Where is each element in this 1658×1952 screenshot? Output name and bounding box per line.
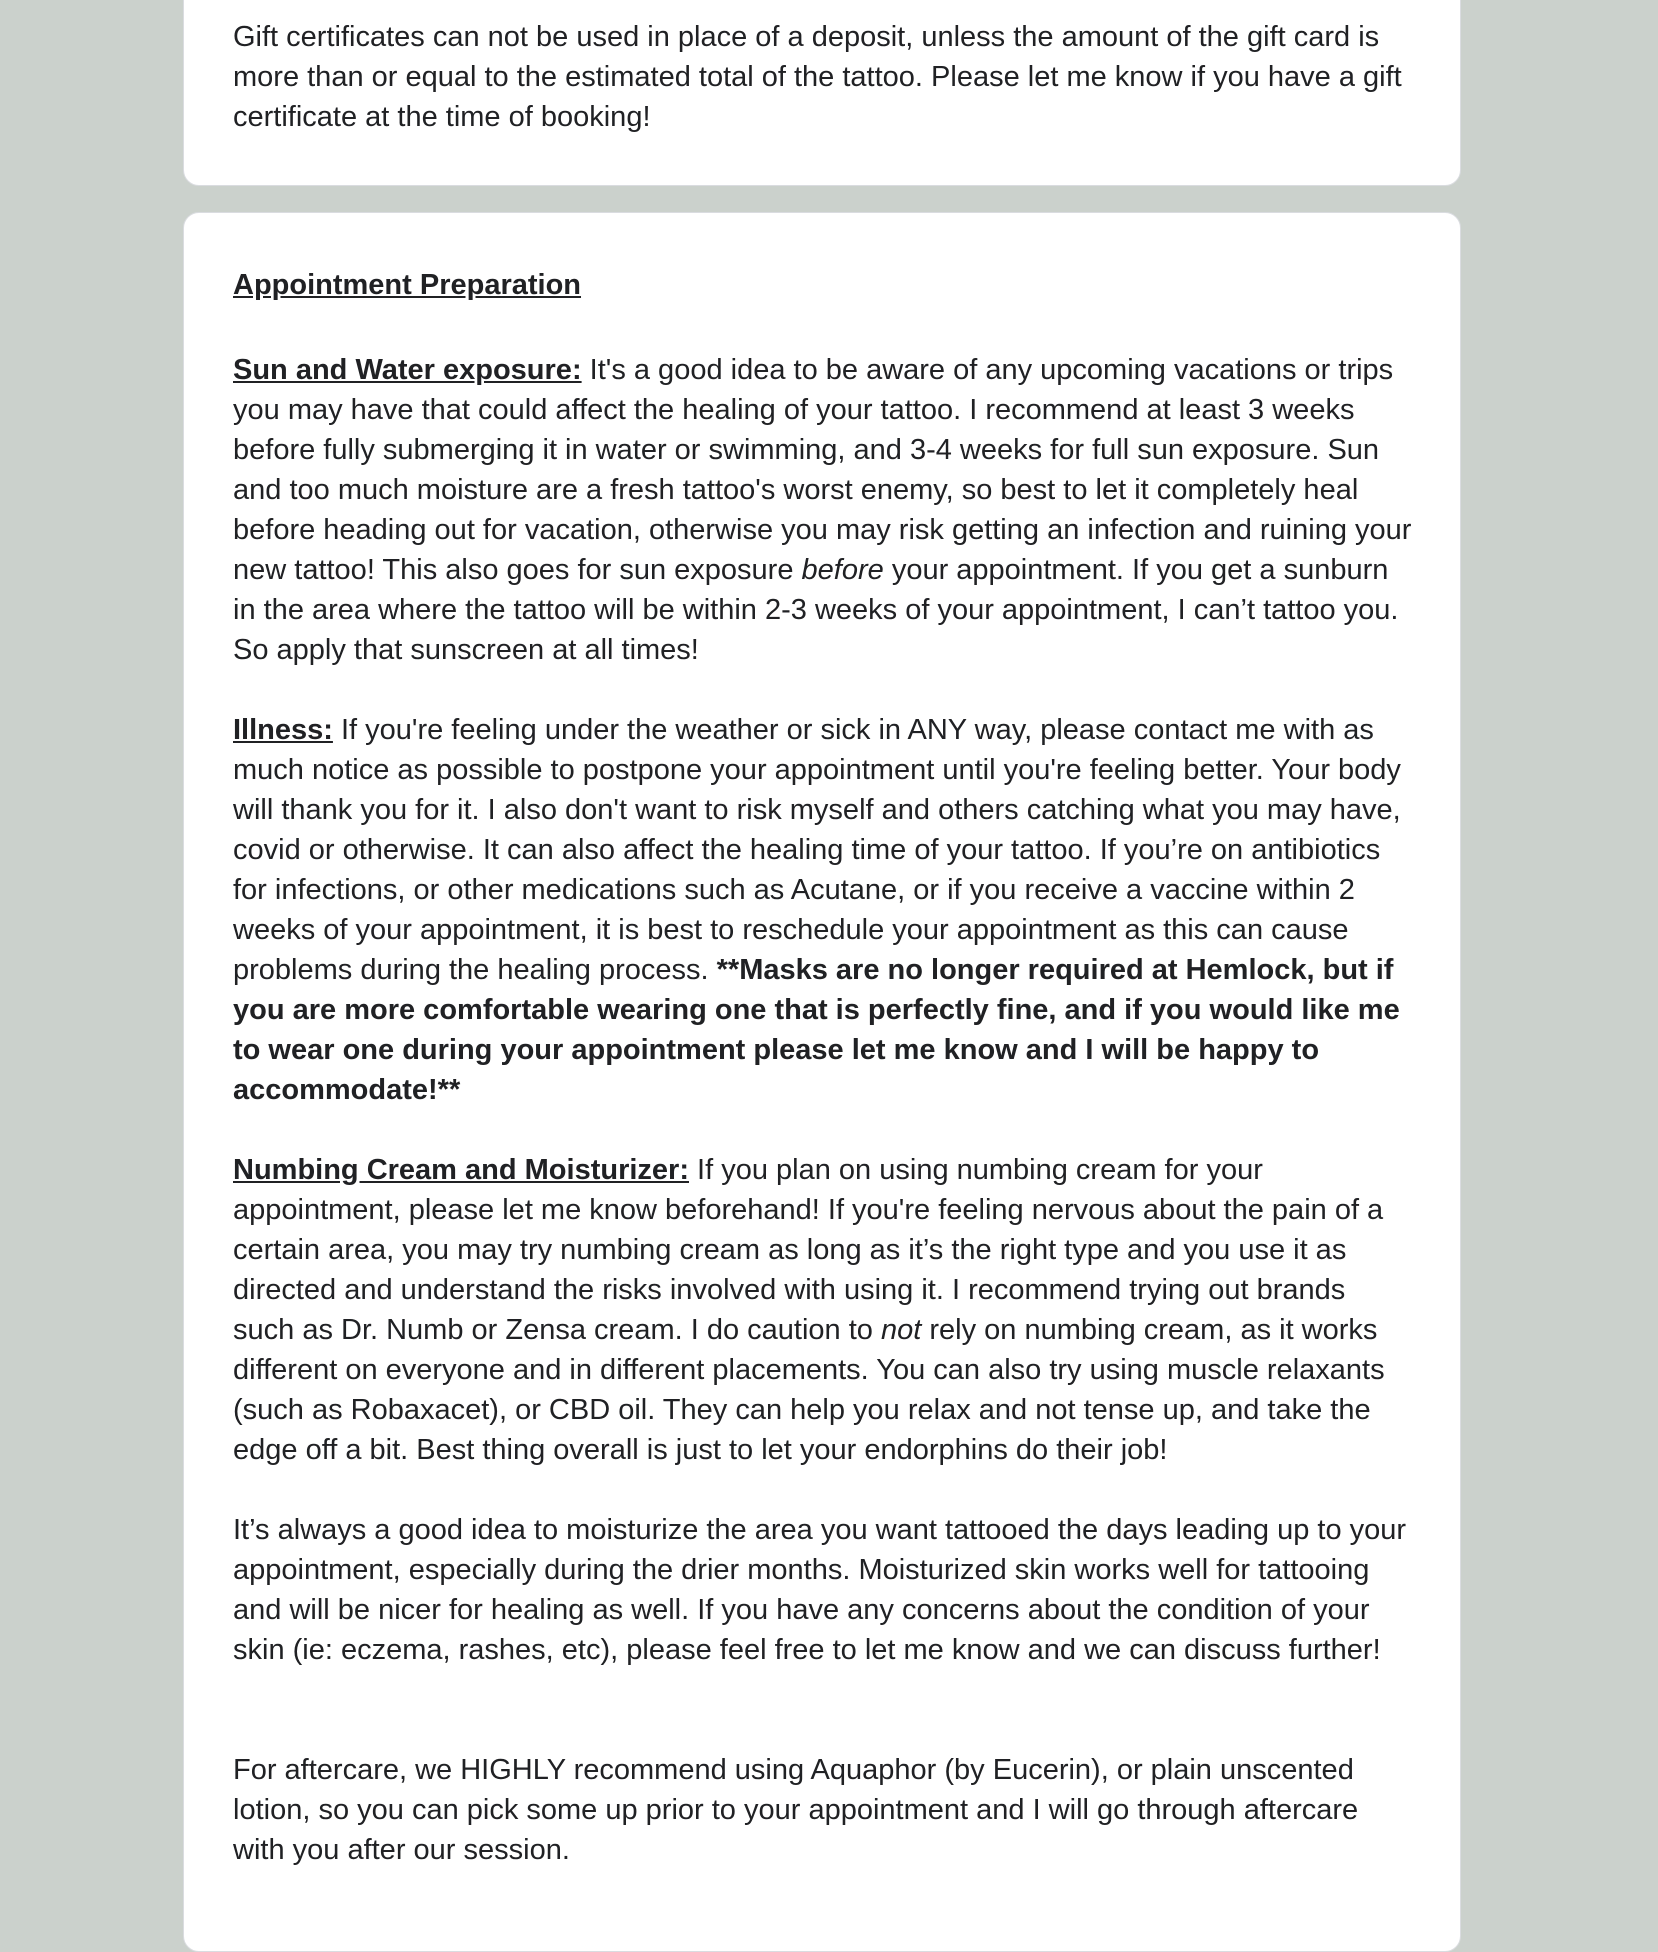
aftercare-paragraph: For aftercare, we HIGHLY recommend using Aquaphor (by Eucerin), or plain unscented lotion, so you can pick some up prior to your appointment and I will go through aftercare with you after our session. (233, 1754, 1359, 1866)
sun-water-text-1: It's a good idea to be aware of any upcoming vacations or trips you may have that could affect the healing of your tattoo. I recommend at least 3 weeks before fully submerging it in water or swimming, and 3-4 weeks for full sun exposure. Sun and too much moisture are a fresh tattoo's worst enemy, so best to let it completely heal before heading out for vacation, otherwise you may risk getting an infection and ruining your new tattoo! This also goes for sun exposure (233, 354, 1412, 586)
sun-water-paragraph (233, 350, 1413, 670)
gift-certificate-card (183, 0, 1461, 186)
sun-water-label: Sun and Water exposure: (233, 354, 582, 386)
section-title: Appointment Preparation (233, 269, 582, 301)
numbing-text-2: rely on numbing cream, as it works different on everyone and in different placements. You can also try using muscle relaxants (such as Robaxacet), or CBD oil. They can help you relax and not tense up, and take the edge off a bit. Best thing overall is just to let your endorphins do their job! (233, 1314, 1385, 1466)
gift-certificate-text: Gift certificates can not be used in place of a deposit, unless the amount of the gift card is more than or equal to the estimated total of the tattoo. Please let me know if you have a gift certificate at the time of booking! (233, 21, 1402, 133)
illness-label: Illness: (233, 714, 333, 746)
numbing-text-1: If you plan on using numbing cream for your appointment, please let me know beforehand! If you're feeling nervous about the pain of a certain area, you may try numbing cream as long as it’s the right type and you use it as directed and understand the risks involved with using it. I recommend trying out brands such as Dr. Numb or Zensa cream. I do caution to (233, 1154, 1384, 1346)
moisturize-paragraph: It’s always a good idea to moisturize the area you want tattooed the days leading up to your appointment, especially during the drier months. Moisturized skin works well for tattooing and will be nicer for healing as well. If you have any concerns about the condition of your skin (ie: eczema, rashes, etc), please feel free to let me know and we can discuss further! (233, 1514, 1407, 1666)
appointment-preparation-card (183, 212, 1461, 1952)
numbing-emphasis: not (880, 1314, 922, 1346)
numbing-label: Numbing Cream and Moisturizer: (233, 1154, 689, 1186)
numbing-paragraph (233, 1150, 1413, 1470)
sun-water-emphasis: before (801, 554, 884, 586)
illness-text: If you're feeling under the weather or sick in ANY way, please contact me with as much notice as possible to postpone your appointment until you're feeling better. Your body will thank you for it. I also don't want to risk myself and others catching what you may have, covid or otherwise. It can also affect the healing time of your tattoo. If you’re on antibiotics for infections, or other medications such as Acutane, or if you receive a vaccine within 2 weeks of your appointment, it is best to reschedule your appointment as this can cause problems during the healing process. (233, 714, 1401, 986)
sun-water-text-2: your appointment. If you get a sunburn in the area where the tattoo will be within 2-3 weeks of your appointment, I can’t tattoo you. So apply that sunscreen at all times! (233, 554, 1399, 666)
illness-paragraph (233, 710, 1413, 1110)
mask-note: **Masks are no longer required at Hemlock, but if you are more comfortable wearing one that is perfectly fine, and if you would like me to wear one during your appointment please let me know and I will be happy to accommodate!** (233, 954, 1400, 1106)
